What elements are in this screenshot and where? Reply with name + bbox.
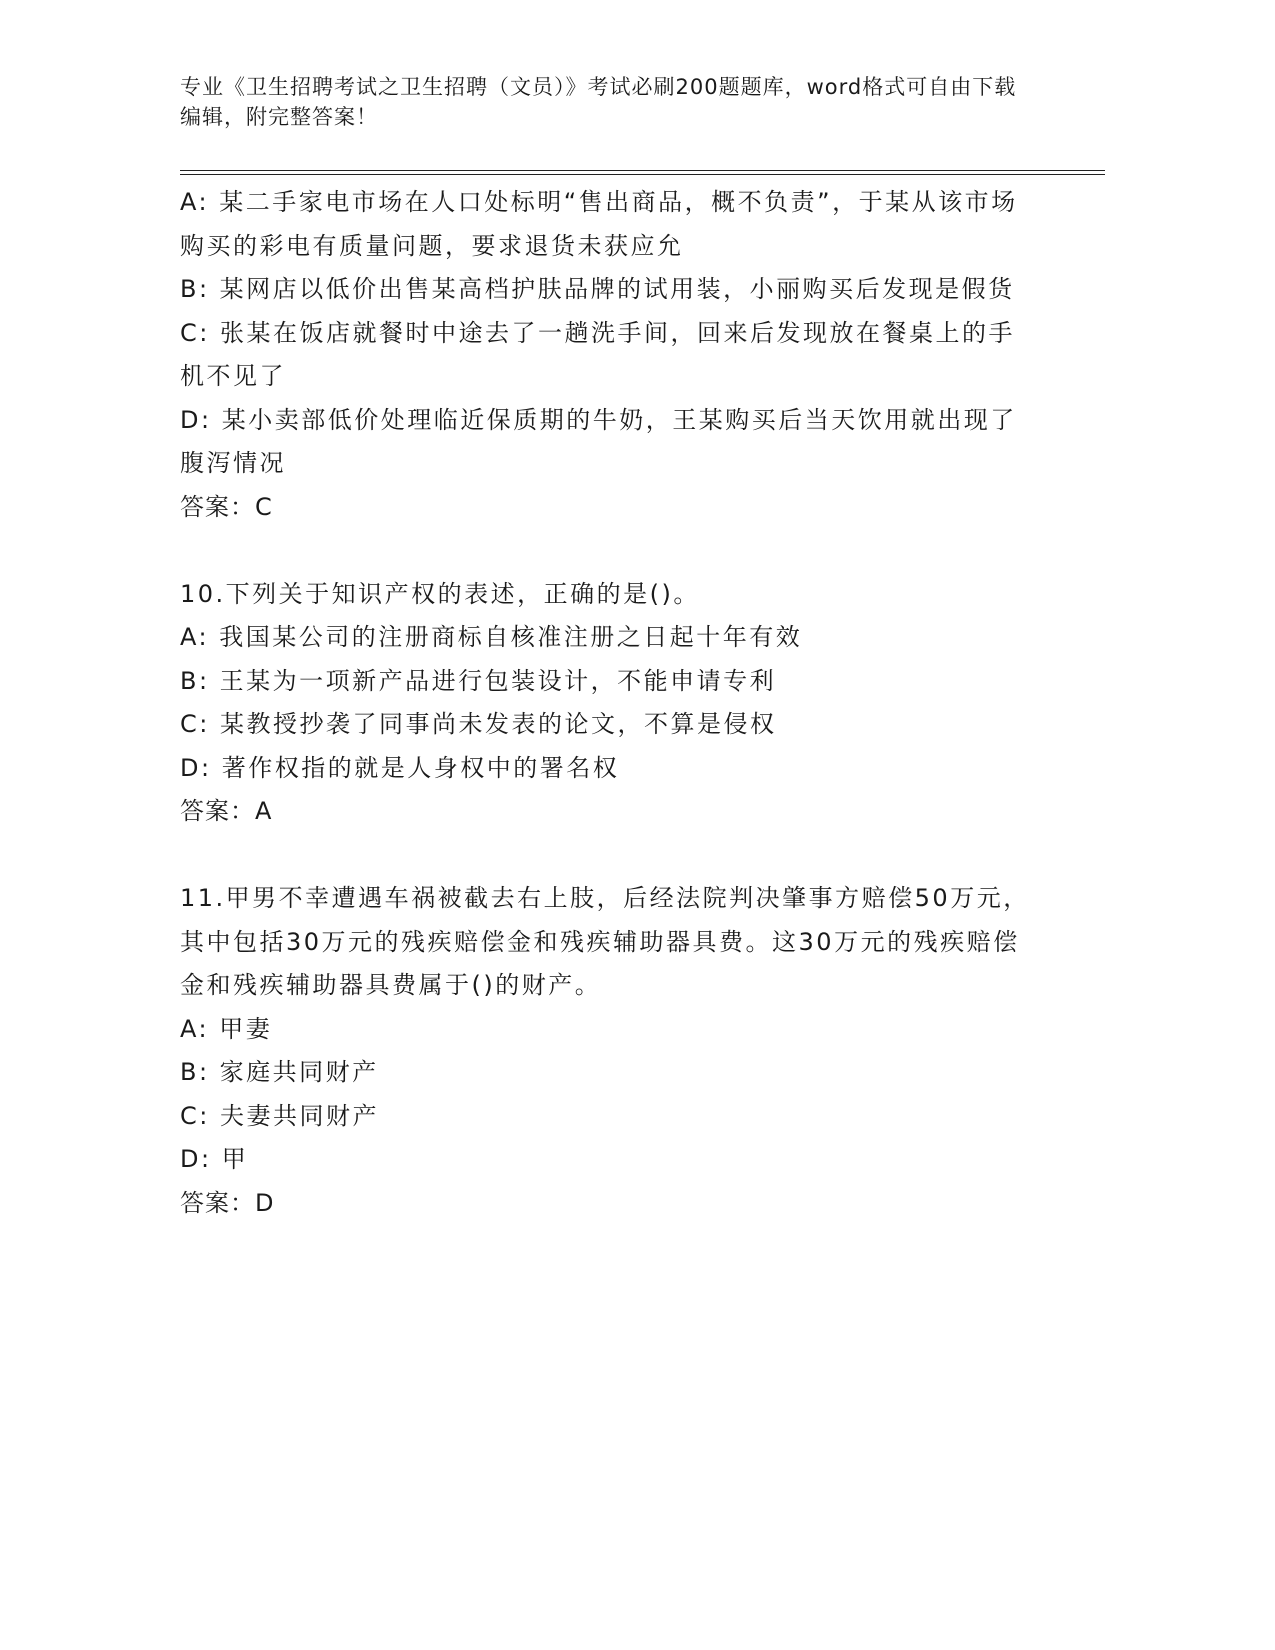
- q11-option-b: B: 家庭共同财产: [180, 1058, 379, 1086]
- q10-option-b: B: 王某为一项新产品进行包装设计，不能申请专利: [180, 666, 777, 695]
- question-9: [180, 181, 1040, 529]
- q11-answer: 答案：D: [180, 1188, 275, 1217]
- spacer: [180, 834, 1040, 878]
- q10-option-a: A: 我国某公司的注册商标自核准注册之日起十年有效: [180, 623, 803, 651]
- q9-option-c: C: 张某在饭店就餐时中途去了一趟洗手间，回来后发现放在餐桌上的手机不见了: [180, 318, 1015, 390]
- document-header: 专业《卫生招聘考试之卫生招聘（文员）》考试必刷200题题库，word格式可自由下载编辑，附完整答案！: [180, 75, 1017, 129]
- spacer: [180, 529, 1040, 573]
- q10-option-d: D: 著作权指的就是人身权中的署名权: [180, 753, 620, 782]
- q9-option-d: D: 某小卖部低价处理临近保质期的牛奶，王某购买后当天饮用就出现了腹泻情况: [180, 405, 1017, 477]
- q10-option-c: C: 某教授抄袭了同事尚未发表的论文，不算是侵权: [180, 710, 777, 738]
- q11-option-a: A: 甲妻: [180, 1014, 273, 1043]
- q9-option-a: A: 某二手家电市场在人口处标明“售出商品，概不负责”，于某从该市场购买的彩电有质量问题，要求退货未获应允: [180, 188, 1018, 260]
- question-10: [180, 573, 1040, 834]
- q11-option-d: D: 甲: [180, 1145, 249, 1173]
- question-content: [180, 181, 1040, 1225]
- q10-answer: 答案：A: [180, 797, 273, 825]
- q11-stem: 11.甲男不幸遭遇车祸被截去右上肢，后经法院判决肇事方赔偿50万元，其中包括30万元的残疾赔偿金和残疾辅助器具费。这30万元的残疾赔偿金和残疾辅助器具费属于()的财产。: [180, 884, 1030, 999]
- q9-answer: 答案：C: [180, 492, 273, 521]
- q11-option-c: C: 夫妻共同财产: [180, 1101, 379, 1130]
- q10-stem: 10.下列关于知识产权的表述，正确的是()。: [180, 579, 700, 608]
- question-11: [180, 877, 1040, 1225]
- q9-option-b: B: 某网店以低价出售某高档护肤品牌的试用装，小丽购买后发现是假货: [180, 275, 1015, 303]
- header-divider: [180, 170, 1105, 175]
